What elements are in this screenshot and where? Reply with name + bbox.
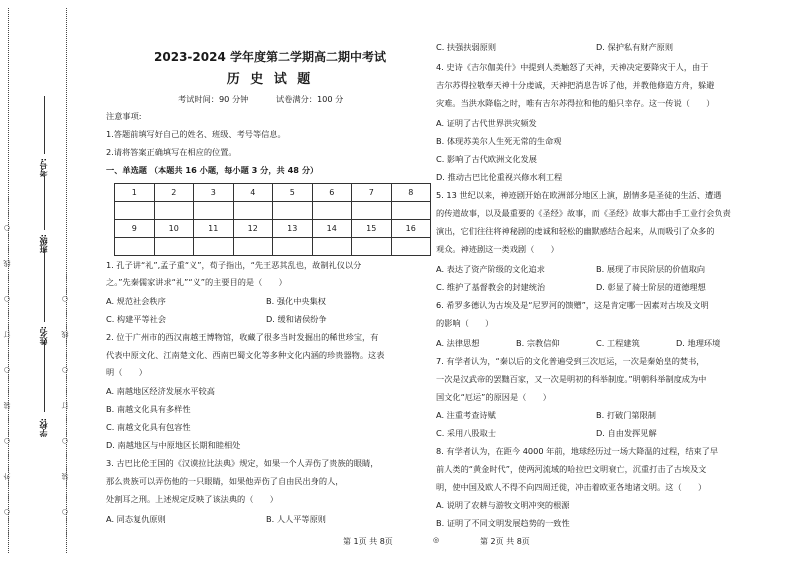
question-stem: 灾难。当洪水降临之时，唯有吉尔苏得拉和他的船只幸存。这一传说（ ） [436,98,715,108]
question-stem: 1. 孔子讲“礼”,孟子重“义”，荀子指出，“先王恶其乱也，故制礼仪以分 [106,260,362,270]
option-a[interactable]: A. 法律思想 [436,338,480,348]
option-a[interactable]: A. 规范社会秩序 [106,296,166,306]
question-stem: 7. 有学者认为，“秦以后的文化普遍受到三次厄运，一次是秦始皇的焚书， [436,356,705,366]
option-c[interactable]: C. 扶强扶弱原则 [436,42,497,52]
number-field[interactable] [44,96,45,154]
answer-cell[interactable] [194,202,234,220]
number-label: 考号: [39,158,48,178]
question-stem: 明，使中国及欧人不得不向四周迁徙，冲击着欧亚各地诸文明。这（ ） [436,482,707,492]
section-heading: 一、单选题 （本题共 16 小题，每小题 3 分，共 48 分） [106,165,319,175]
question-stem: 代表中原文化、江南楚文化、西南巴蜀文化等多种文化内涵的珍贵器物。这表 [106,350,385,360]
exam-time: 考试时间：90 分钟 [178,94,249,104]
grid-number: 11 [194,220,234,238]
option-b[interactable]: B. 宗教信仰 [516,338,560,348]
option-b[interactable]: B. 人人平等原则 [266,514,326,524]
option-c[interactable]: C. 构建平等社会 [106,314,167,324]
question-stem: 3. 古巴比伦王国的《汉谟拉比法典》规定，如果一个人弄伤了贵族的眼睛， [106,458,379,468]
class-label: 班级: [39,234,48,254]
option-b[interactable]: B. 南越文化具有多样性 [106,404,191,414]
question-stem: 2. 位于广州市的西汉南越王博物馆，收藏了很多当时发掘出的稀世珍宝，有 [106,332,379,342]
question-stem: 演出，它们往往将神秘剧的虔诚和轻松的幽默感结合起来，从而吸引了众多的 [436,226,715,236]
grid-number: 9 [115,220,155,238]
notes-heading: 注意事项: [106,111,142,121]
answer-cell[interactable] [273,238,313,256]
grid-number: 5 [273,184,313,202]
question-stem: 前人类的“黄金时代”，使两河流域的哈拉巴文明衰亡，沉重打击了古埃及文 [436,464,707,474]
name-label: 姓名: [39,326,48,346]
note-item: 1.答题前填写好自己的姓名、班级、考号等信息。 [106,129,286,139]
question-stem: 观众。神迹剧这一类戏剧（ ） [436,244,559,254]
answer-cell[interactable] [312,202,352,220]
question-stem: 那么贵族可以弄伤他的一只眼睛，如果他弄伤了自由民出身的人， [106,476,344,486]
option-a[interactable]: A. 说明了农耕与游牧文明冲突的根源 [436,500,570,510]
exam-title: 2023-2024 学年度第二学期高二期中考试 [154,50,386,64]
school-field[interactable] [44,340,45,412]
option-b[interactable]: B. 打破门第限制 [596,410,656,420]
question-stem: 的传道故事，以及最重要的《圣经》故事，而《圣经》故事大都由手工业行会负责 [436,208,731,218]
option-a[interactable]: A. 同态复仇原则 [106,514,166,524]
option-b[interactable]: B. 强化中央集权 [266,296,326,306]
question-stem: 处割耳之刑。上述规定反映了该法典的（ ） [106,494,278,504]
answer-cell[interactable] [391,202,431,220]
option-c[interactable]: C. 工程建筑 [596,338,640,348]
question-stem: 4. 史诗《吉尔伽美什》中提到人类触怒了天神，天神决定要降灾于人，由于 [436,62,709,72]
option-d[interactable]: D. 南越地区与中原地区长期和睦相处 [106,440,241,450]
answer-cell[interactable] [273,202,313,220]
answer-cell[interactable] [115,238,155,256]
option-d[interactable]: D. 推动古巴比伦重视兴修水利工程 [436,172,563,182]
option-b[interactable]: B. 体现苏美尔人生死无常的生命观 [436,136,562,146]
answer-cell[interactable] [115,202,155,220]
exam-subject: 历 史 试 题 [226,72,314,87]
answer-cell[interactable] [154,202,194,220]
outer-binding-text: …………○…………外…………○…………装…………○…………订…………○…………线…………○………… [3,196,11,544]
answer-cell[interactable] [233,202,273,220]
grid-number: 8 [391,184,431,202]
grid-number: 3 [194,184,234,202]
option-d[interactable]: D. 自由发挥见解 [596,428,657,438]
grid-number: 16 [391,220,431,238]
grid-number: 12 [233,220,273,238]
option-a[interactable]: A. 注重考查诗赋 [436,410,496,420]
question-stem: 明（ ） [106,367,147,377]
inner-binding-text: …………○…………装…………○…………订…………○…………线…………○………… [61,267,69,544]
option-a[interactable]: A. 表达了资产阶级的文化追求 [436,264,545,274]
option-a[interactable]: A. 南越地区经济发展水平较高 [106,386,215,396]
center-mark-icon: ◎ [433,536,440,544]
class-field[interactable] [44,176,45,230]
answer-cell[interactable] [154,238,194,256]
option-c[interactable]: C. 南越文化具有包容性 [106,422,191,432]
answer-grid [114,183,431,256]
option-c[interactable]: C. 采用八股取士 [436,428,497,438]
question-stem: 一次是汉武帝的罢黜百家，又一次是明初的科举制度。”明朝科举制度成为中 [436,374,707,384]
grid-number: 13 [273,220,313,238]
grid-number: 4 [233,184,273,202]
option-b[interactable]: B. 证明了不同文明发展趋势的一致性 [436,518,570,528]
option-c[interactable]: C. 维护了基督教会的封建统治 [436,282,546,292]
page-number-right: 第 2页 共 8页 [480,537,530,546]
note-item: 2.请将答案正确填写在相应的位置。 [106,147,237,157]
option-d[interactable]: D. 地理环境 [676,338,721,348]
option-b[interactable]: B. 展现了市民阶层的价值取向 [596,264,706,274]
option-d[interactable]: D. 缓和诸侯纷争 [266,314,327,324]
question-stem: 吉尔苏得拉敬奉天神十分虔诚，天神把消息告诉了他，并教他修造方舟，躲避 [436,80,715,90]
answer-cell[interactable] [391,238,431,256]
question-stem: 之。”先秦儒家讲求“礼”“义”的主要目的是（ ） [106,277,287,287]
school-label: 学校: [39,418,48,438]
question-stem: 的影响（ ） [436,318,494,328]
option-a[interactable]: A. 证明了古代世界洪灾频发 [436,118,537,128]
answer-cell[interactable] [352,202,392,220]
option-c[interactable]: C. 影响了古代欧洲文化发展 [436,154,537,164]
answer-cell[interactable] [233,238,273,256]
grid-number: 7 [352,184,392,202]
answer-cell[interactable] [194,238,234,256]
question-stem: 国文化“厄运”的原因是（ ） [436,392,551,402]
answer-cell[interactable] [352,238,392,256]
binding-margin [0,0,72,561]
grid-number: 2 [154,184,194,202]
grid-number: 6 [312,184,352,202]
grid-number: 15 [352,220,392,238]
name-field[interactable] [44,250,45,322]
page-number-left: 第 1页 共 8页 [343,537,393,546]
full-score: 试卷满分：100 分 [276,94,344,104]
grid-number: 1 [115,184,155,202]
option-d[interactable]: D. 彰显了骑士阶层的道德理想 [596,282,706,292]
question-stem: 6. 希罗多德认为古埃及是“尼罗河的馈赠”，这是肯定哪一因素对古埃及文明 [436,300,709,310]
grid-number: 10 [154,220,194,238]
answer-cell[interactable] [312,238,352,256]
option-d[interactable]: D. 保护私有财产原则 [596,42,674,52]
question-stem: 5. 13 世纪以来，神迹剧开始在欧洲部分地区上演，剧情多是圣徒的生活、遭遇 [436,190,722,200]
grid-number: 14 [312,220,352,238]
question-stem: 8. 有学者认为，在距今 4000 年前，地球经历过一场大降温的过程，结束了早 [436,446,719,456]
